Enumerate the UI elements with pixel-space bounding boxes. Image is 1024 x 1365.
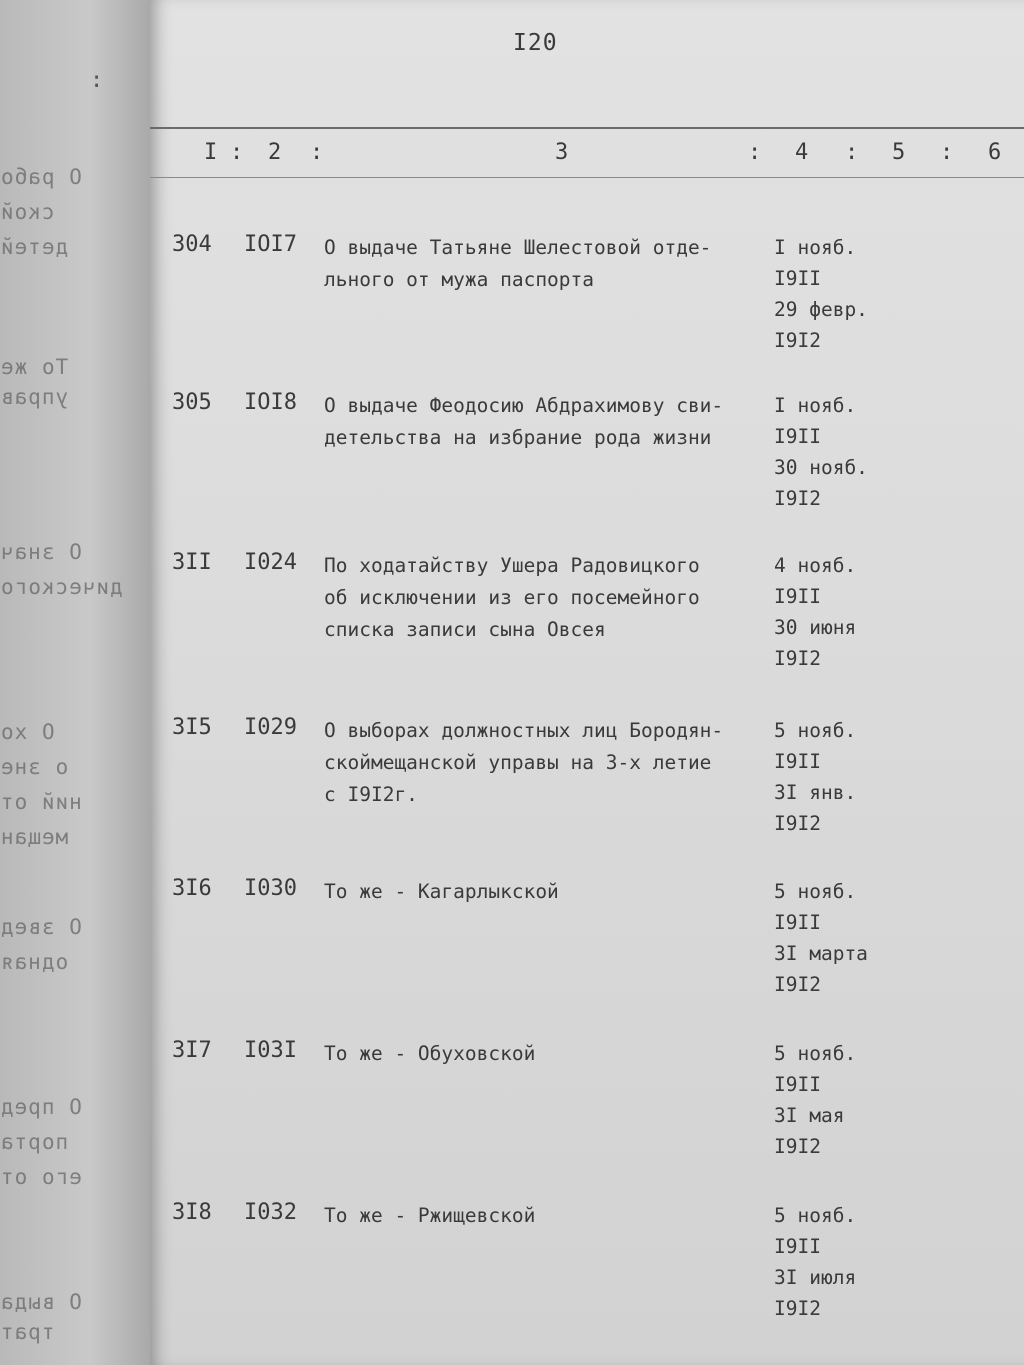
date-line: I9II [774, 750, 821, 773]
bleed-through-fragment: дического [0, 575, 123, 599]
date-line: 3I марта [774, 942, 868, 965]
date-line: I9I2 [774, 1297, 821, 1320]
header-col-2: 2 [268, 140, 282, 165]
date-line: 5 нояб. [774, 719, 857, 742]
left-page-colon: : [90, 68, 104, 93]
date-line: I9I2 [774, 647, 821, 670]
bleed-through-fragment: О хо [0, 720, 55, 744]
date-line: 30 июня [774, 616, 857, 639]
date-line: 30 нояб. [774, 456, 868, 479]
date-line: 3I мая [774, 1104, 845, 1127]
case-title-line: По ходатайству Ушера Радовицкого [324, 554, 700, 577]
file-number: I032 [244, 1200, 297, 1225]
bleed-through-fragment: его от [0, 1165, 82, 1189]
case-title-line: О выдаче Татьяне Шелестовой отде- [324, 236, 712, 259]
bleed-through-fragment: То же [0, 355, 69, 379]
bleed-through-fragment: О пред [0, 1095, 82, 1119]
bleed-through-fragment: мещан [0, 825, 69, 849]
case-title-line: скоймещанской управы на 3-х летие [324, 751, 712, 774]
header-separator: : [310, 140, 324, 165]
date-line: I9I2 [774, 487, 821, 510]
header-separator: : [845, 140, 859, 165]
row-number: 3I5 [172, 715, 212, 740]
bleed-through-fragment: О знач [0, 540, 82, 564]
date-line: 3I янв. [774, 781, 857, 804]
date-range [774, 390, 868, 514]
previous-page-edge [0, 0, 150, 1365]
case-title [324, 1038, 764, 1070]
date-range [774, 876, 868, 1000]
bleed-through-fragment: ний от [0, 790, 82, 814]
case-title-line: О выборах должностных лиц Бородян- [324, 719, 724, 742]
date-line: 5 нояб. [774, 880, 857, 903]
case-title [324, 715, 764, 811]
date-line: I9I2 [774, 329, 821, 352]
date-line: I9II [774, 267, 821, 290]
file-number: I029 [244, 715, 297, 740]
case-title-line: О выдаче Феодосию Абдрахимову сви- [324, 394, 724, 417]
date-line: I нояб. [774, 394, 857, 417]
file-number: I024 [244, 550, 297, 575]
header-col-4: 4 [795, 140, 809, 165]
date-line: I9II [774, 585, 821, 608]
header-rule-top [150, 127, 1024, 129]
date-line: I9II [774, 425, 821, 448]
case-title-line: То же - Обуховской [324, 1042, 536, 1065]
date-line: I9II [774, 1235, 821, 1258]
case-title [324, 232, 764, 296]
bleed-through-fragment: О рабо [0, 165, 82, 189]
bleed-through-fragment: ской [0, 200, 55, 224]
date-range [774, 1200, 856, 1324]
date-range [774, 232, 868, 356]
date-line: I9II [774, 1073, 821, 1096]
row-number: 3I7 [172, 1038, 212, 1063]
document-page [150, 0, 1024, 1365]
case-title-line: То же - Кагарлыкской [324, 880, 559, 903]
bleed-through-fragment: О выда [0, 1290, 82, 1314]
header-rule-bottom [150, 177, 1024, 178]
bleed-through-fragment: управ [0, 385, 69, 409]
date-line: 29 февр. [774, 298, 868, 321]
header-col-3: 3 [555, 140, 569, 165]
header-separator: : [230, 140, 244, 165]
header-col-5: 5 [892, 140, 906, 165]
row-number: 3I6 [172, 876, 212, 901]
header-separator: : [748, 140, 762, 165]
bleed-through-fragment: одная [0, 950, 69, 974]
bleed-through-fragment: о зне [0, 755, 69, 779]
case-title-line: детельства на избрание рода жизни [324, 426, 712, 449]
header-separator: : [940, 140, 954, 165]
case-title-line: То же - Ржищевской [324, 1204, 536, 1227]
case-title [324, 876, 764, 908]
date-line: I нояб. [774, 236, 857, 259]
date-line: 3I июля [774, 1266, 857, 1289]
bleed-through-fragment: О звед [0, 915, 82, 939]
date-line: 5 нояб. [774, 1204, 857, 1227]
date-line: I9I2 [774, 1135, 821, 1158]
case-title-line: списка записи сына Овсея [324, 618, 606, 641]
bleed-through-fragment: детей [0, 235, 69, 259]
date-range [774, 550, 856, 674]
row-number: 3I8 [172, 1200, 212, 1225]
row-number: 305 [172, 390, 212, 415]
row-number: 304 [172, 232, 212, 257]
case-title-line: льного от мужа паспорта [324, 268, 595, 291]
case-title [324, 390, 764, 454]
file-number: IOI7 [244, 232, 297, 257]
date-line: 5 нояб. [774, 1042, 857, 1065]
file-number: I030 [244, 876, 297, 901]
date-range [774, 715, 856, 839]
date-line: I9II [774, 911, 821, 934]
case-title-line: с I9I2г. [324, 783, 418, 806]
header-col-1: I [204, 140, 218, 165]
file-number: IOI8 [244, 390, 297, 415]
bleed-through-fragment: трат [0, 1320, 55, 1344]
case-title-line: об исключении из его посемейного [324, 586, 700, 609]
header-col-6: 6 [988, 140, 1002, 165]
date-line: 4 нояб. [774, 554, 857, 577]
page-number: I20 [513, 30, 558, 56]
date-line: I9I2 [774, 973, 821, 996]
case-title [324, 1200, 764, 1232]
row-number: 3II [172, 550, 212, 575]
date-line: I9I2 [774, 812, 821, 835]
date-range [774, 1038, 856, 1162]
case-title [324, 550, 764, 646]
file-number: I03I [244, 1038, 297, 1063]
bleed-through-fragment: порта [0, 1130, 69, 1154]
